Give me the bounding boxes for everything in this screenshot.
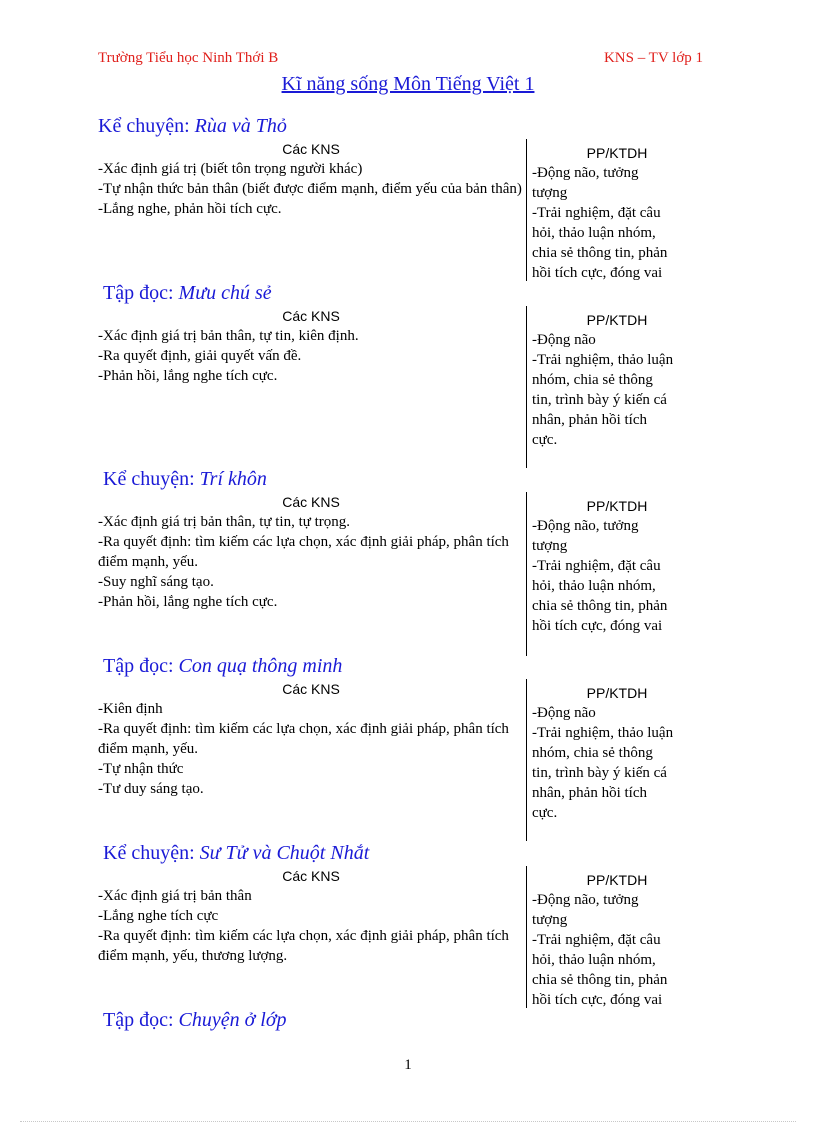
lesson-type: Tập đọc: <box>103 1009 174 1031</box>
method-column <box>532 866 702 1010</box>
method-line: cực. <box>532 805 558 821</box>
lesson-name: Chuyện ở lớp <box>178 1009 287 1031</box>
kns-item: -Ra quyết định: tìm kiếm các lựa chọn, xác định giải pháp, phân tích điểm mạnh, yếu. <box>98 721 509 757</box>
kns-item: -Xác định giá trị bản thân <box>98 888 252 904</box>
method-line: nhóm, chia sẻ thông <box>532 745 653 761</box>
kns-item: -Kiên định <box>98 701 163 717</box>
lesson-section <box>98 842 708 1010</box>
method-line: tượng <box>532 912 568 928</box>
method-title: PP/KTDH <box>586 872 648 888</box>
subject-grade: KNS – TV lớp 1 <box>603 50 703 66</box>
method-line: tượng <box>532 185 568 201</box>
kns-item: -Lắng nghe tích cực <box>98 908 219 924</box>
method-line: -Trải nghiệm, đặt câu <box>532 558 661 574</box>
lesson-type: Kể chuyện: <box>98 115 190 137</box>
lesson-heading <box>103 842 708 866</box>
kns-item: -Ra quyết định: tìm kiếm các lựa chọn, xác định giải pháp, phân tích điểm mạnh, yếu, thương lượng. <box>98 928 509 964</box>
kns-column <box>98 306 524 468</box>
method-line: nhân, phản hồi tích <box>532 785 647 801</box>
page-number: 1 <box>404 1057 412 1073</box>
kns-item: -Xác định giá trị (biết tôn trọng người khác) <box>98 161 363 177</box>
method-line: -Động não, tưởng <box>532 165 639 181</box>
method-line: chia sẻ thông tin, phản <box>532 245 668 261</box>
method-title: PP/KTDH <box>586 145 648 161</box>
method-line: hồi tích cực, đóng vai <box>532 265 663 281</box>
lesson-name: Sư Tử và Chuột Nhắt <box>199 842 370 864</box>
kns-column <box>98 866 524 1010</box>
method-line: hồi tích cực, đóng vai <box>532 618 663 634</box>
method-line: hồi tích cực, đóng vai <box>532 992 663 1008</box>
method-line: tượng <box>532 538 568 554</box>
kns-item: -Ra quyết định: tìm kiếm các lựa chọn, xác định giải pháp, phân tích điểm mạnh, yếu. <box>98 534 509 570</box>
kns-title: Các KNS <box>282 308 340 324</box>
kns-item: -Phản hồi, lắng nghe tích cực. <box>98 368 278 384</box>
method-line: hỏi, thảo luận nhóm, <box>532 578 656 594</box>
method-line: -Trải nghiệm, thảo luận <box>532 725 674 741</box>
method-line: nhóm, chia sẻ thông <box>532 372 653 388</box>
lesson-heading <box>103 655 708 679</box>
column-divider <box>526 866 527 1008</box>
page-bottom-edge <box>20 1121 796 1122</box>
kns-title: Các KNS <box>282 681 340 697</box>
lesson-heading <box>103 282 708 306</box>
lesson-section <box>98 282 708 468</box>
method-column <box>532 139 702 283</box>
kns-item: -Tư duy sáng tạo. <box>98 781 204 797</box>
method-line: cực. <box>532 432 558 448</box>
kns-item: -Suy nghĩ sáng tạo. <box>98 574 214 590</box>
lesson-heading <box>103 468 708 492</box>
column-divider <box>526 139 527 281</box>
method-title: PP/KTDH <box>586 498 648 514</box>
school-name: Trường Tiểu học Ninh Thới B <box>98 50 279 66</box>
method-line: tin, trình bày ý kiến cá <box>532 392 667 408</box>
document-title: Kĩ năng sống Môn Tiếng Việt 1 <box>281 73 535 95</box>
method-line: hỏi, thảo luận nhóm, <box>532 225 656 241</box>
method-line: -Trải nghiệm, thảo luận <box>532 352 674 368</box>
lesson-name: Con quạ thông minh <box>178 655 343 677</box>
method-line: chia sẻ thông tin, phản <box>532 972 668 988</box>
lesson-name: Rùa và Thỏ <box>194 115 287 137</box>
kns-item: -Xác định giá trị bản thân, tự tin, tự trọng. <box>98 514 351 530</box>
kns-column <box>98 139 524 283</box>
lesson-type: Kể chuyện: <box>103 842 195 864</box>
method-line: -Động não <box>532 332 596 348</box>
kns-title: Các KNS <box>282 868 340 884</box>
kns-item: -Lắng nghe, phản hồi tích cực. <box>98 201 282 217</box>
kns-title: Các KNS <box>282 494 340 510</box>
lesson-section <box>98 468 708 656</box>
lesson-type: Tập đọc: <box>103 282 174 304</box>
kns-item: -Tự nhận thức bản thân (biết được điểm mạnh, điểm yếu của bản thân) <box>98 181 522 197</box>
method-line: -Trải nghiệm, đặt câu <box>532 205 661 221</box>
column-divider <box>526 492 527 656</box>
kns-item: -Xác định giá trị bản thân, tự tin, kiên định. <box>98 328 359 344</box>
kns-item: -Tự nhận thức <box>98 761 184 777</box>
method-column <box>532 492 702 656</box>
method-line: -Động não, tưởng <box>532 892 639 908</box>
method-title: PP/KTDH <box>586 685 648 701</box>
lesson-name: Mưu chú sẻ <box>178 282 272 304</box>
kns-column <box>98 492 524 656</box>
lesson-section <box>98 655 708 841</box>
lesson-section <box>103 1009 708 1033</box>
column-divider <box>526 679 527 841</box>
lesson-name: Trí khôn <box>199 468 267 490</box>
method-line: -Động não <box>532 705 596 721</box>
method-title: PP/KTDH <box>586 312 648 328</box>
kns-item: -Ra quyết định, giải quyết vấn đề. <box>98 348 302 364</box>
column-divider <box>526 306 527 468</box>
lesson-heading <box>103 1009 708 1033</box>
method-column <box>532 679 702 841</box>
method-line: nhân, phản hồi tích <box>532 412 647 428</box>
kns-column <box>98 679 524 841</box>
lesson-type: Kể chuyện: <box>103 468 195 490</box>
method-line: hỏi, thảo luận nhóm, <box>532 952 656 968</box>
lesson-section <box>98 115 708 283</box>
method-line: chia sẻ thông tin, phản <box>532 598 668 614</box>
lesson-heading <box>98 115 708 139</box>
method-line: -Trải nghiệm, đặt câu <box>532 932 661 948</box>
method-line: -Động não, tưởng <box>532 518 639 534</box>
lesson-type: Tập đọc: <box>103 655 174 677</box>
kns-item: -Phản hồi, lắng nghe tích cực. <box>98 594 278 610</box>
method-column <box>532 306 702 468</box>
method-line: tin, trình bày ý kiến cá <box>532 765 667 781</box>
kns-title: Các KNS <box>282 141 340 157</box>
